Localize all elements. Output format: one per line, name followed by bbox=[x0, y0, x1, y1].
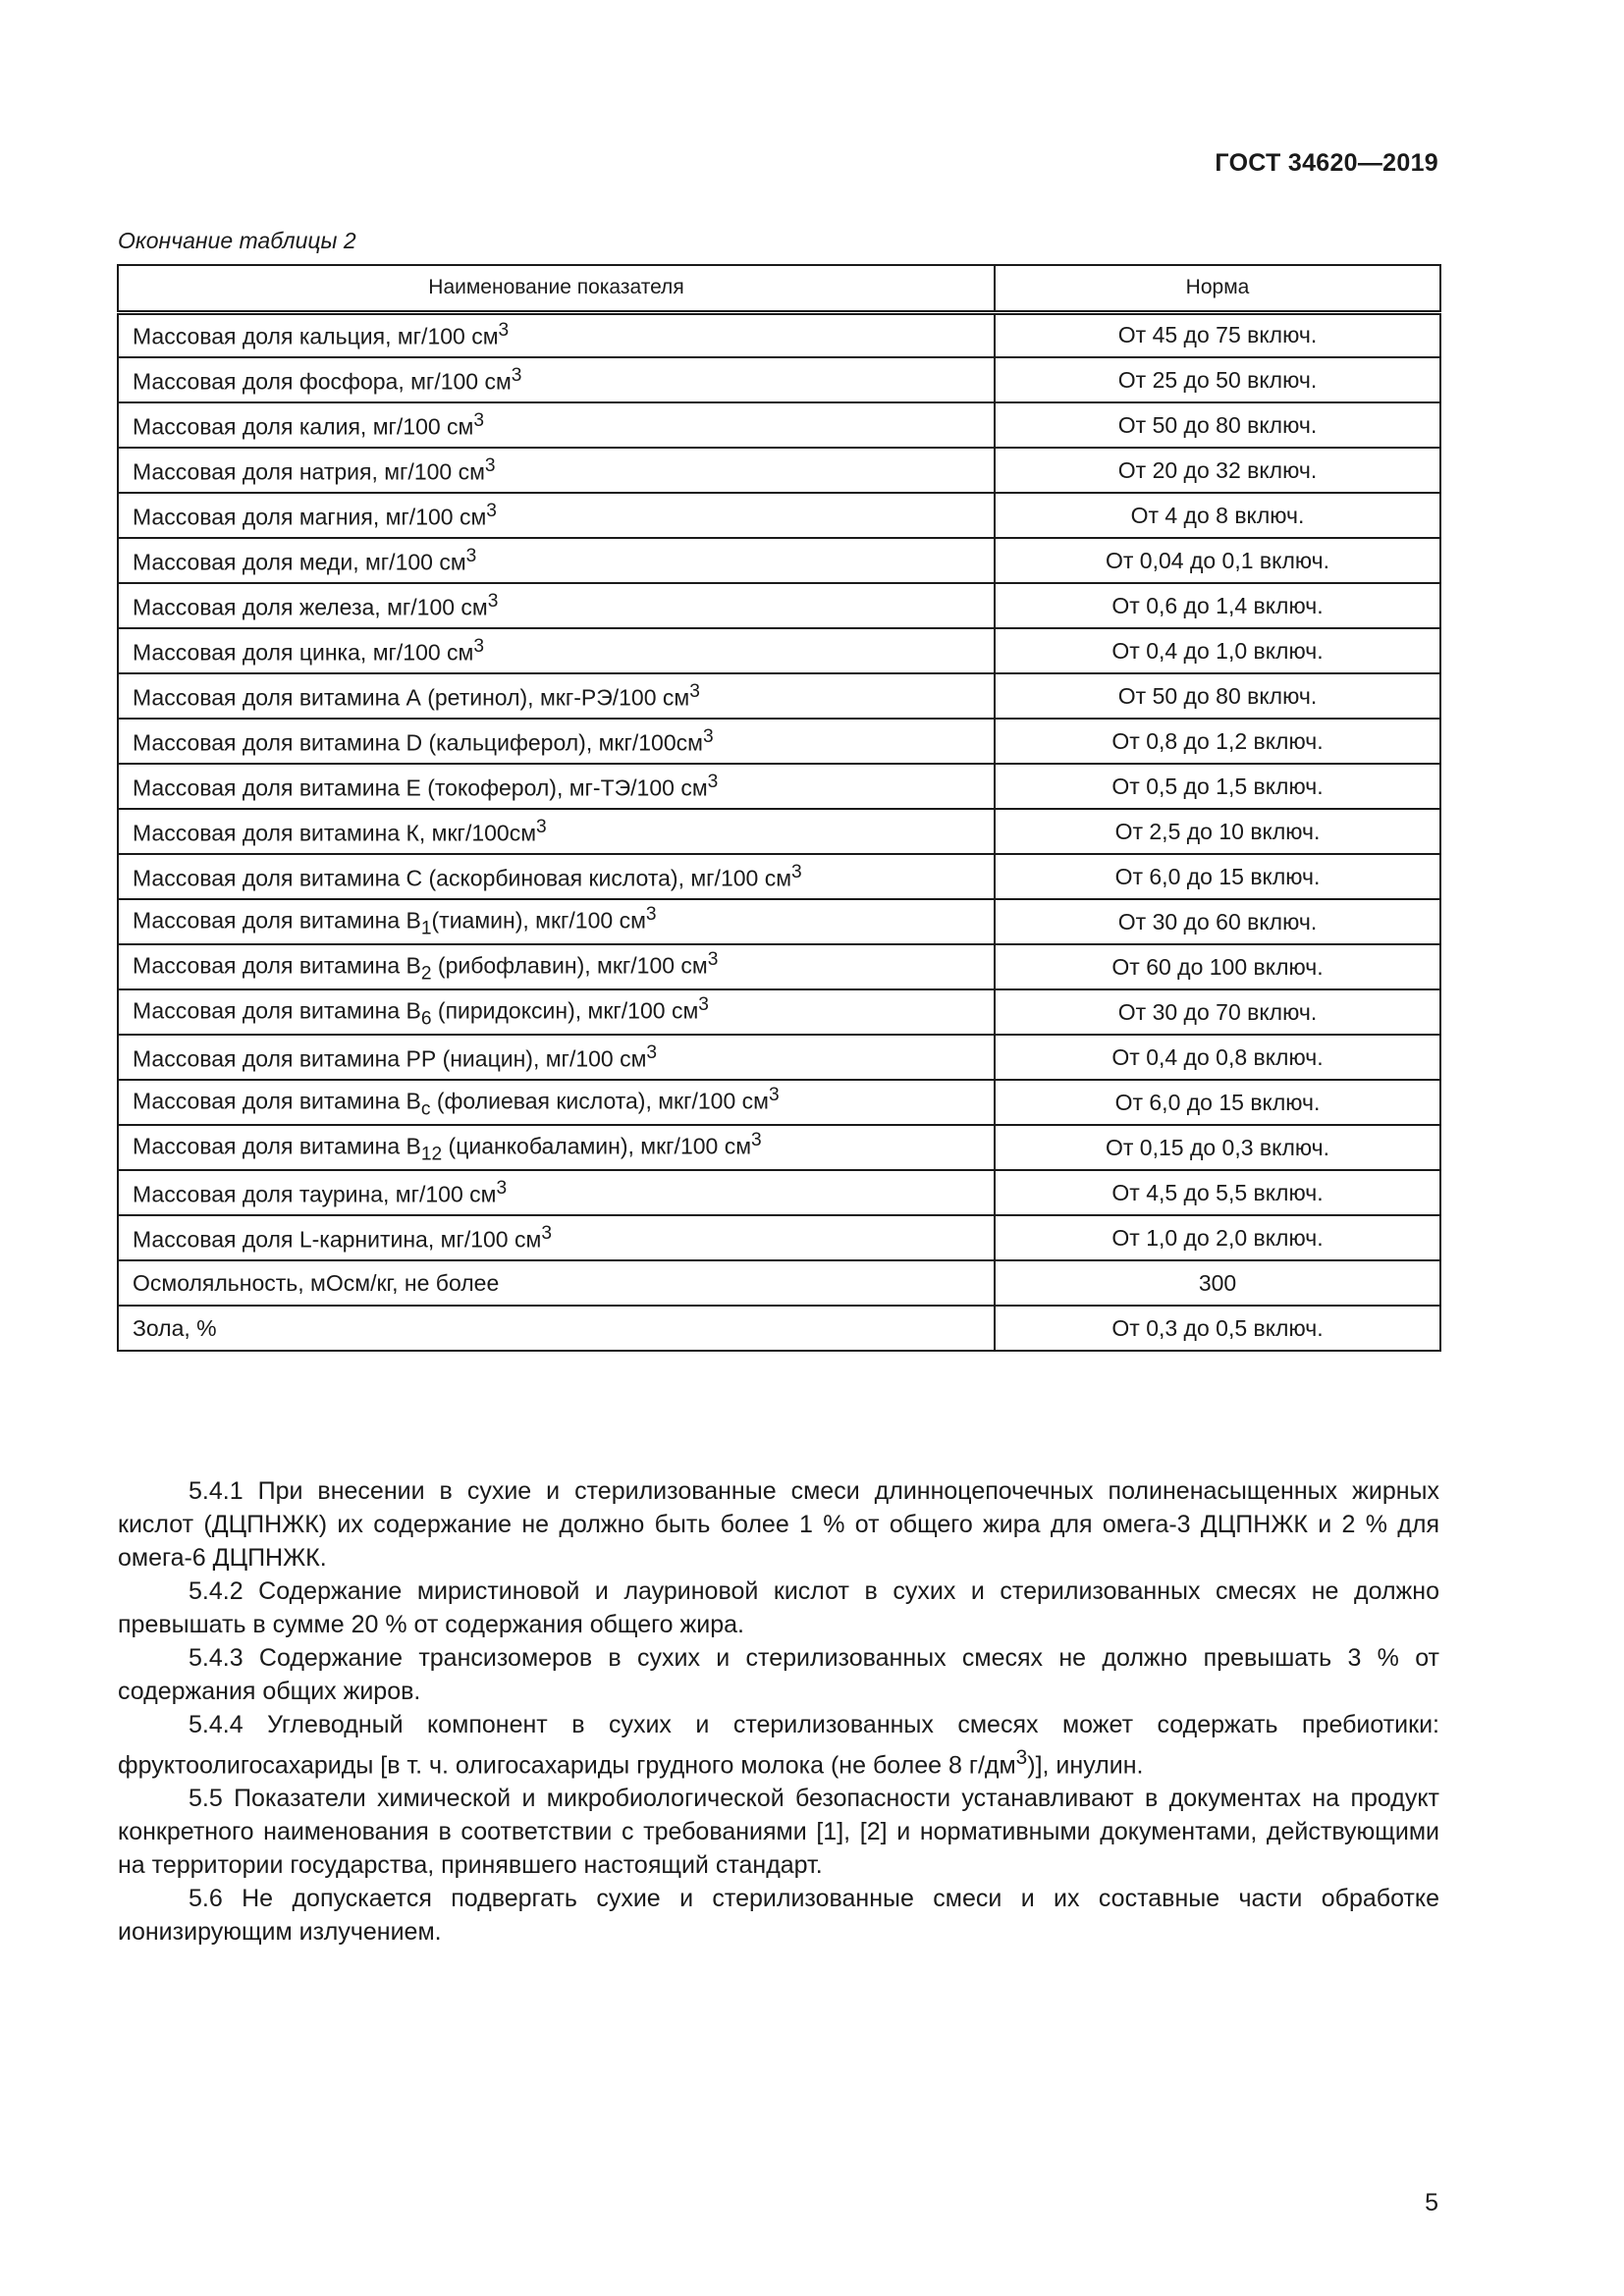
indicator-name bbox=[118, 854, 995, 899]
indicators-table bbox=[117, 264, 1441, 1352]
norm-value: 300 bbox=[995, 1260, 1440, 1306]
superscript: 3 bbox=[702, 725, 714, 747]
norm-value: От 0,3 до 0,5 включ. bbox=[995, 1306, 1440, 1351]
table-header-row bbox=[118, 265, 1440, 312]
table-caption: Окончание таблицы 2 bbox=[118, 228, 356, 253]
indicator-text: Массовая доля калия, мг/100 см bbox=[133, 413, 474, 440]
indicator-text: Массовая доля витамина С (аскорбиновая кислота), мг/100 см bbox=[133, 865, 792, 891]
norm-value: От 0,5 до 1,5 включ. bbox=[995, 764, 1440, 809]
superscript: 3 bbox=[473, 635, 485, 657]
superscript: 3 bbox=[498, 320, 510, 342]
norm-value: От 0,04 до 0,1 включ. bbox=[995, 538, 1440, 583]
superscript: 3 bbox=[698, 993, 709, 1015]
table-row bbox=[118, 1215, 1440, 1260]
table-row bbox=[118, 989, 1440, 1035]
indicator-name bbox=[118, 402, 995, 448]
indicator-text: Массовая доля цинка, мг/100 см bbox=[133, 639, 474, 666]
subscript: 6 bbox=[420, 1008, 432, 1030]
superscript: 3 bbox=[511, 364, 522, 386]
superscript: 3 bbox=[791, 861, 802, 882]
document-code: ГОСТ 34620—2019 bbox=[1215, 149, 1438, 177]
superscript: 3 bbox=[473, 409, 485, 431]
indicator-name bbox=[118, 1125, 995, 1170]
column-header-norm: Норма bbox=[995, 265, 1440, 312]
table-row bbox=[118, 1306, 1440, 1351]
table-row bbox=[118, 809, 1440, 854]
superscript: 3 bbox=[768, 1084, 780, 1105]
indicator-text: Массовая доля натрия, мг/100 см bbox=[133, 458, 485, 485]
paragraph-text: 5.4.4 Углеводный компонент в сухих и стерилизованных смесях может содержать пребиотики: фруктоолигосахариды [в т. ч. олигосахариды грудного молока (не более 8 г/дм bbox=[118, 1711, 1439, 1780]
paragraph-text: 5.5 Показатели химической и микробиологической безопасности устанавливают в документах на продукт конкретного наименования в соответствии с требованиями [1], [2] и нормативными документами, действующими на территории государства, принявшего настоящий стандарт. bbox=[118, 1785, 1439, 1880]
superscript: 3 bbox=[645, 903, 657, 925]
table-row bbox=[118, 1035, 1440, 1080]
norm-value: От 20 до 32 включ. bbox=[995, 448, 1440, 493]
indicator-text: Массовая доля витамина РР (ниацин), мг/100 см bbox=[133, 1045, 647, 1072]
superscript: 3 bbox=[689, 680, 700, 702]
table-row bbox=[118, 493, 1440, 538]
indicator-name bbox=[118, 989, 995, 1035]
paragraph-text: 5.4.1 При внесении в сухие и стерилизованные смеси длинноцепочечных полиненасыщенных жирных кислот (ДЦПНЖК) их содержание не должно быть более 1 % от общего жира для омега-3 ДЦПНЖК и 2 % для омега-6 ДЦПНЖК. bbox=[118, 1477, 1439, 1572]
subscript: 2 bbox=[420, 963, 432, 985]
paragraph-text: 5.4.3 Содержание трансизомеров в сухих и стерилизованных смесях не должно превышать 3 % от содержания общих жиров. bbox=[118, 1644, 1439, 1705]
indicator-text: Массовая доля витамина D (кальциферол), мкг/100см bbox=[133, 729, 703, 756]
indicator-name bbox=[118, 1080, 995, 1125]
column-header-indicator: Наименование показателя bbox=[118, 265, 995, 312]
indicator-name bbox=[118, 1170, 995, 1215]
paragraph-text: 5.4.2 Содержание миристиновой и лауриновой кислот в сухих и стерилизованных смесях не должно превышать в сумме 20 % от содержания общего жира. bbox=[118, 1577, 1439, 1638]
indicator-text: Массовая доля L-карнитина, мг/100 см bbox=[133, 1226, 542, 1253]
indicator-name bbox=[118, 1035, 995, 1080]
subscript: 1 bbox=[420, 918, 432, 939]
table-row bbox=[118, 1170, 1440, 1215]
paragraph bbox=[118, 1882, 1439, 1949]
table-row bbox=[118, 944, 1440, 989]
indicator-name bbox=[118, 899, 995, 944]
paragraph-text: )], инулин. bbox=[1027, 1751, 1144, 1780]
superscript: 3 bbox=[541, 1222, 552, 1244]
table-row bbox=[118, 538, 1440, 583]
indicator-text: (фолиевая кислота), мкг/100 см bbox=[430, 1088, 769, 1114]
superscript: 3 bbox=[496, 1177, 508, 1199]
norm-value: От 25 до 50 включ. bbox=[995, 357, 1440, 402]
paragraph bbox=[118, 1575, 1439, 1641]
indicator-name bbox=[118, 538, 995, 583]
norm-value: От 30 до 70 включ. bbox=[995, 989, 1440, 1035]
indicator-name bbox=[118, 809, 995, 854]
subscript: 12 bbox=[420, 1144, 443, 1165]
paragraph bbox=[118, 1708, 1439, 1782]
indicator-text: Массовая доля меди, мг/100 см bbox=[133, 549, 466, 575]
table-row bbox=[118, 854, 1440, 899]
indicator-text: Массовая доля таурина, мг/100 см bbox=[133, 1181, 497, 1207]
superscript: 3 bbox=[486, 500, 497, 521]
table-row bbox=[118, 1125, 1440, 1170]
indicator-name bbox=[118, 1260, 995, 1306]
paragraph-text: 5.6 Не допускается подвергать сухие и стерилизованные смеси и их составные части обработке ионизирующим излучением. bbox=[118, 1885, 1439, 1947]
indicator-name bbox=[118, 944, 995, 989]
indicator-text: Массовая доля витамина А (ретинол), мкг-РЭ/100 см bbox=[133, 684, 690, 711]
superscript: 3 bbox=[646, 1041, 658, 1063]
table-row bbox=[118, 628, 1440, 673]
indicator-text: Осмоляльность, мОсм/кг, не более bbox=[133, 1269, 500, 1296]
table-row bbox=[118, 357, 1440, 402]
indicator-text: Массовая доля витамина К, мкг/100см bbox=[133, 820, 537, 846]
norm-value: От 1,0 до 2,0 включ. bbox=[995, 1215, 1440, 1260]
superscript: 3 bbox=[707, 948, 719, 970]
superscript: 3 bbox=[484, 454, 496, 476]
indicator-text: Массовая доля магния, мг/100 см bbox=[133, 504, 487, 530]
norm-value: От 50 до 80 включ. bbox=[995, 673, 1440, 719]
norm-value: От 6,0 до 15 включ. bbox=[995, 1080, 1440, 1125]
indicator-name bbox=[118, 1215, 995, 1260]
indicator-name bbox=[118, 1306, 995, 1351]
superscript: 3 bbox=[707, 771, 719, 792]
norm-value: От 4,5 до 5,5 включ. bbox=[995, 1170, 1440, 1215]
norm-value: От 2,5 до 10 включ. bbox=[995, 809, 1440, 854]
norm-value: От 60 до 100 включ. bbox=[995, 944, 1440, 989]
indicator-name bbox=[118, 628, 995, 673]
indicator-text: Массовая доля витамина B bbox=[133, 952, 421, 979]
indicator-name bbox=[118, 673, 995, 719]
table-row bbox=[118, 1260, 1440, 1306]
indicator-text: Зола, % bbox=[133, 1314, 217, 1341]
indicator-text: Массовая доля витамина Е (токоферол), мг-ТЭ/100 см bbox=[133, 774, 708, 801]
body-text bbox=[118, 1474, 1439, 1949]
norm-value: От 30 до 60 включ. bbox=[995, 899, 1440, 944]
indicator-text: Массовая доля фосфора, мг/100 см bbox=[133, 368, 512, 395]
norm-value: От 4 до 8 включ. bbox=[995, 493, 1440, 538]
paragraph bbox=[118, 1474, 1439, 1575]
subscript: c bbox=[420, 1098, 431, 1120]
norm-value: От 45 до 75 включ. bbox=[995, 312, 1440, 357]
indicator-text: (тиамин), мкг/100 см bbox=[431, 907, 646, 934]
table-row bbox=[118, 402, 1440, 448]
indicator-name bbox=[118, 583, 995, 628]
indicator-text: Массовая доля витамина B bbox=[133, 1088, 421, 1114]
indicator-name bbox=[118, 448, 995, 493]
norm-value: От 0,15 до 0,3 включ. bbox=[995, 1125, 1440, 1170]
page-number: 5 bbox=[1425, 2189, 1438, 2216]
superscript: 3 bbox=[487, 590, 499, 612]
indicator-text: (цианкобаламин), мкг/100 см bbox=[442, 1133, 752, 1159]
paragraph bbox=[118, 1641, 1439, 1708]
indicator-name bbox=[118, 719, 995, 764]
indicator-name bbox=[118, 357, 995, 402]
table-row bbox=[118, 448, 1440, 493]
norm-value: От 0,8 до 1,2 включ. bbox=[995, 719, 1440, 764]
indicator-name bbox=[118, 312, 995, 357]
norm-value: От 6,0 до 15 включ. bbox=[995, 854, 1440, 899]
indicator-text: Массовая доля витамина B bbox=[133, 997, 421, 1024]
table-row bbox=[118, 719, 1440, 764]
indicator-text: Массовая доля кальция, мг/100 см bbox=[133, 324, 499, 350]
table-row bbox=[118, 1080, 1440, 1125]
superscript: 3 bbox=[465, 545, 477, 566]
table-row bbox=[118, 312, 1440, 357]
superscript: 3 bbox=[1015, 1746, 1028, 1769]
table-row bbox=[118, 673, 1440, 719]
indicator-name bbox=[118, 493, 995, 538]
indicator-text: Массовая доля витамина B bbox=[133, 907, 421, 934]
table-row bbox=[118, 764, 1440, 809]
norm-value: От 0,6 до 1,4 включ. bbox=[995, 583, 1440, 628]
indicator-text: (пиридоксин), мкг/100 см bbox=[431, 997, 699, 1024]
norm-value: От 0,4 до 1,0 включ. bbox=[995, 628, 1440, 673]
paragraph bbox=[118, 1782, 1439, 1882]
superscript: 3 bbox=[751, 1129, 762, 1150]
indicator-text: Массовая доля железа, мг/100 см bbox=[133, 594, 488, 620]
table-row bbox=[118, 583, 1440, 628]
indicator-name bbox=[118, 764, 995, 809]
norm-value: От 0,4 до 0,8 включ. bbox=[995, 1035, 1440, 1080]
indicator-text: (рибофлавин), мкг/100 см bbox=[431, 952, 708, 979]
table-row bbox=[118, 899, 1440, 944]
superscript: 3 bbox=[536, 816, 547, 837]
norm-value: От 50 до 80 включ. bbox=[995, 402, 1440, 448]
indicator-text: Массовая доля витамина B bbox=[133, 1133, 421, 1159]
